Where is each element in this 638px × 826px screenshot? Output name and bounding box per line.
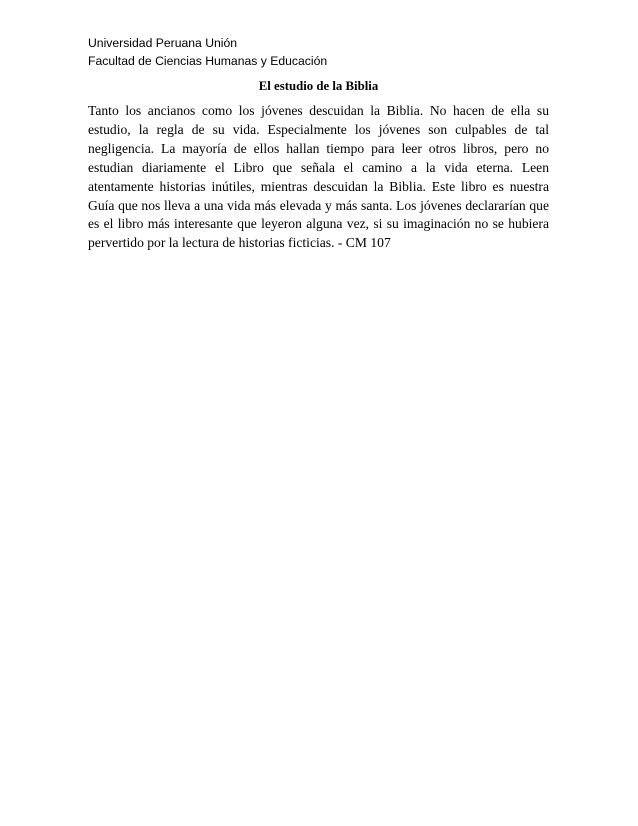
document-title: El estudio de la Biblia bbox=[258, 79, 379, 93]
body-paragraph: Tanto los ancianos como los jóvenes descuidan la Biblia. No hacen de ella su estudio, la regla de su vida. Especialmente los jóvenes son culpables de tal negligencia. La mayoría de ellos hallan tiempo para leer otros libros, pero no estudian diariamente el Libro que señala el camino a la vida eterna. Leen atentamente historias inútiles, mientras descuidan la Biblia. Este libro es nuestra Guía que nos lleva a una vida más elevada y más santa. Los jóvenes declararían que es el libro más interesante que leyeron alguna vez, si su imaginación no se hubiera pervertido por la lectura de historias ficticias. - CM 107 bbox=[88, 103, 549, 251]
page-header bbox=[88, 34, 327, 70]
header-university: Universidad Peruana Unión bbox=[88, 36, 238, 50]
header-faculty: Facultad de Ciencias Humanas y Educación bbox=[88, 54, 328, 68]
